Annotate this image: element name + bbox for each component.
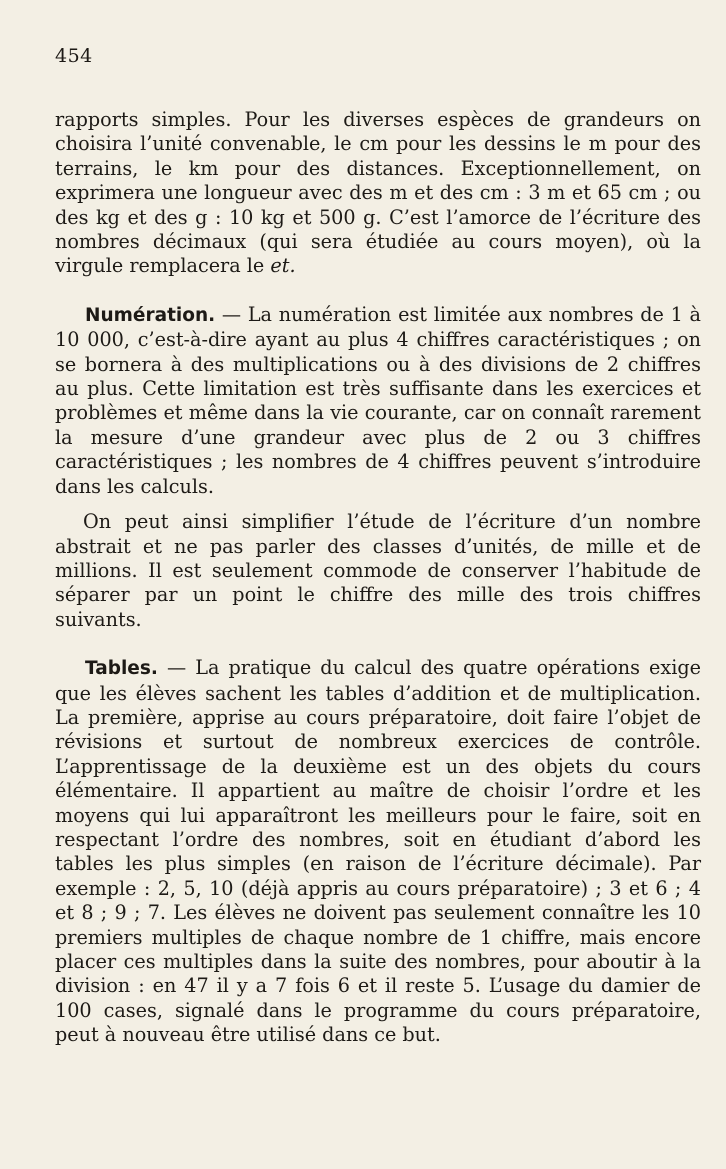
paragraph-spacer [55,499,701,510]
intro-paragraph [55,108,701,279]
tables-heading: Tables. [85,658,158,680]
numeration-text: — La numération est limitée aux nombres de 1 à 10 000, c’est-à-dire ayant au plus 4 chiffres caractéristiques ; on se bornera à des multiplications ou à des divisions de 2 chiffres au plus. Cette limitation est très suffisante dans les exercices et problèmes et même dans la vie courante, car on connaît rarement la mesure d’une grandeur avec plus de 2 ou 3 chiffres caractéristiques ; les nombres de 4 chiffres peuvent s’introduire dans les calculs. [55,302,701,498]
page-number: 454 [55,45,93,67]
intro-italic-text: et. [270,254,296,278]
numeration-paragraph-2: On peut ainsi simplifier l’étude de l’écriture d’un nombre abstrait et ne pas parler des classes d’unités, de mille et de millions. Il est seulement commode de conserver l’habitude de séparer par un point le chiffre des mille des trois chiffres suivants. [55,510,701,631]
page-content [55,108,701,1048]
tables-text: — La pratique du calcul des quatre opérations exige que les élèves sachent les tables d’addition et de multiplication. La première, apprise au cours préparatoire, doit faire l’objet de révisions et surtout de nombreux exercices de contrôle. L’apprentissage de la deuxième est un des objets du cours élémentaire. Il appartient au maître de choisir l’ordre et les moyens qui lui apparaîtront les meilleurs pour le faire, soit en respectant l’ordre des nombres, soit en étudiant d’abord les tables les plus simples (en raison de l’écriture décimale). Par exemple : 2, 5, 10 (déjà appris au cours préparatoire) ; 3 et 6 ; 4 et 8 ; 9 ; 7. Les élèves ne doivent pas seulement connaître les 10 premiers multiples de chaque nombre de 1 chiffre, mais encore placer ces multiples dans la suite des nombres, pour aboutir à la division : en 47 il y a 7 fois 6 et il reste 5. L’usage du damier de 100 cases, signalé dans le programme du cours préparatoire, peut à nouveau être utilisé dans ce but. [55,656,701,1047]
section-spacer [55,279,701,303]
intro-text: rapports simples. Pour les diverses espèces de grandeurs on choisira l’unité convenable, le cm pour les dessins le m pour des terrains, le km pour des distances. Exceptionnellement, on exprimera une longueur avec des m et des cm : 3 m et 65 cm ; ou des kg et des g : 10 kg et 500 g. C’est l’amorce de l’écriture des nombres décimaux (qui sera étudiée au cours moyen), où la virgule remplacera le [55,108,701,278]
numeration-heading: Numération. [85,304,216,326]
section-spacer [55,632,701,656]
tables-paragraph [55,656,701,1048]
numeration-paragraph [55,303,701,499]
